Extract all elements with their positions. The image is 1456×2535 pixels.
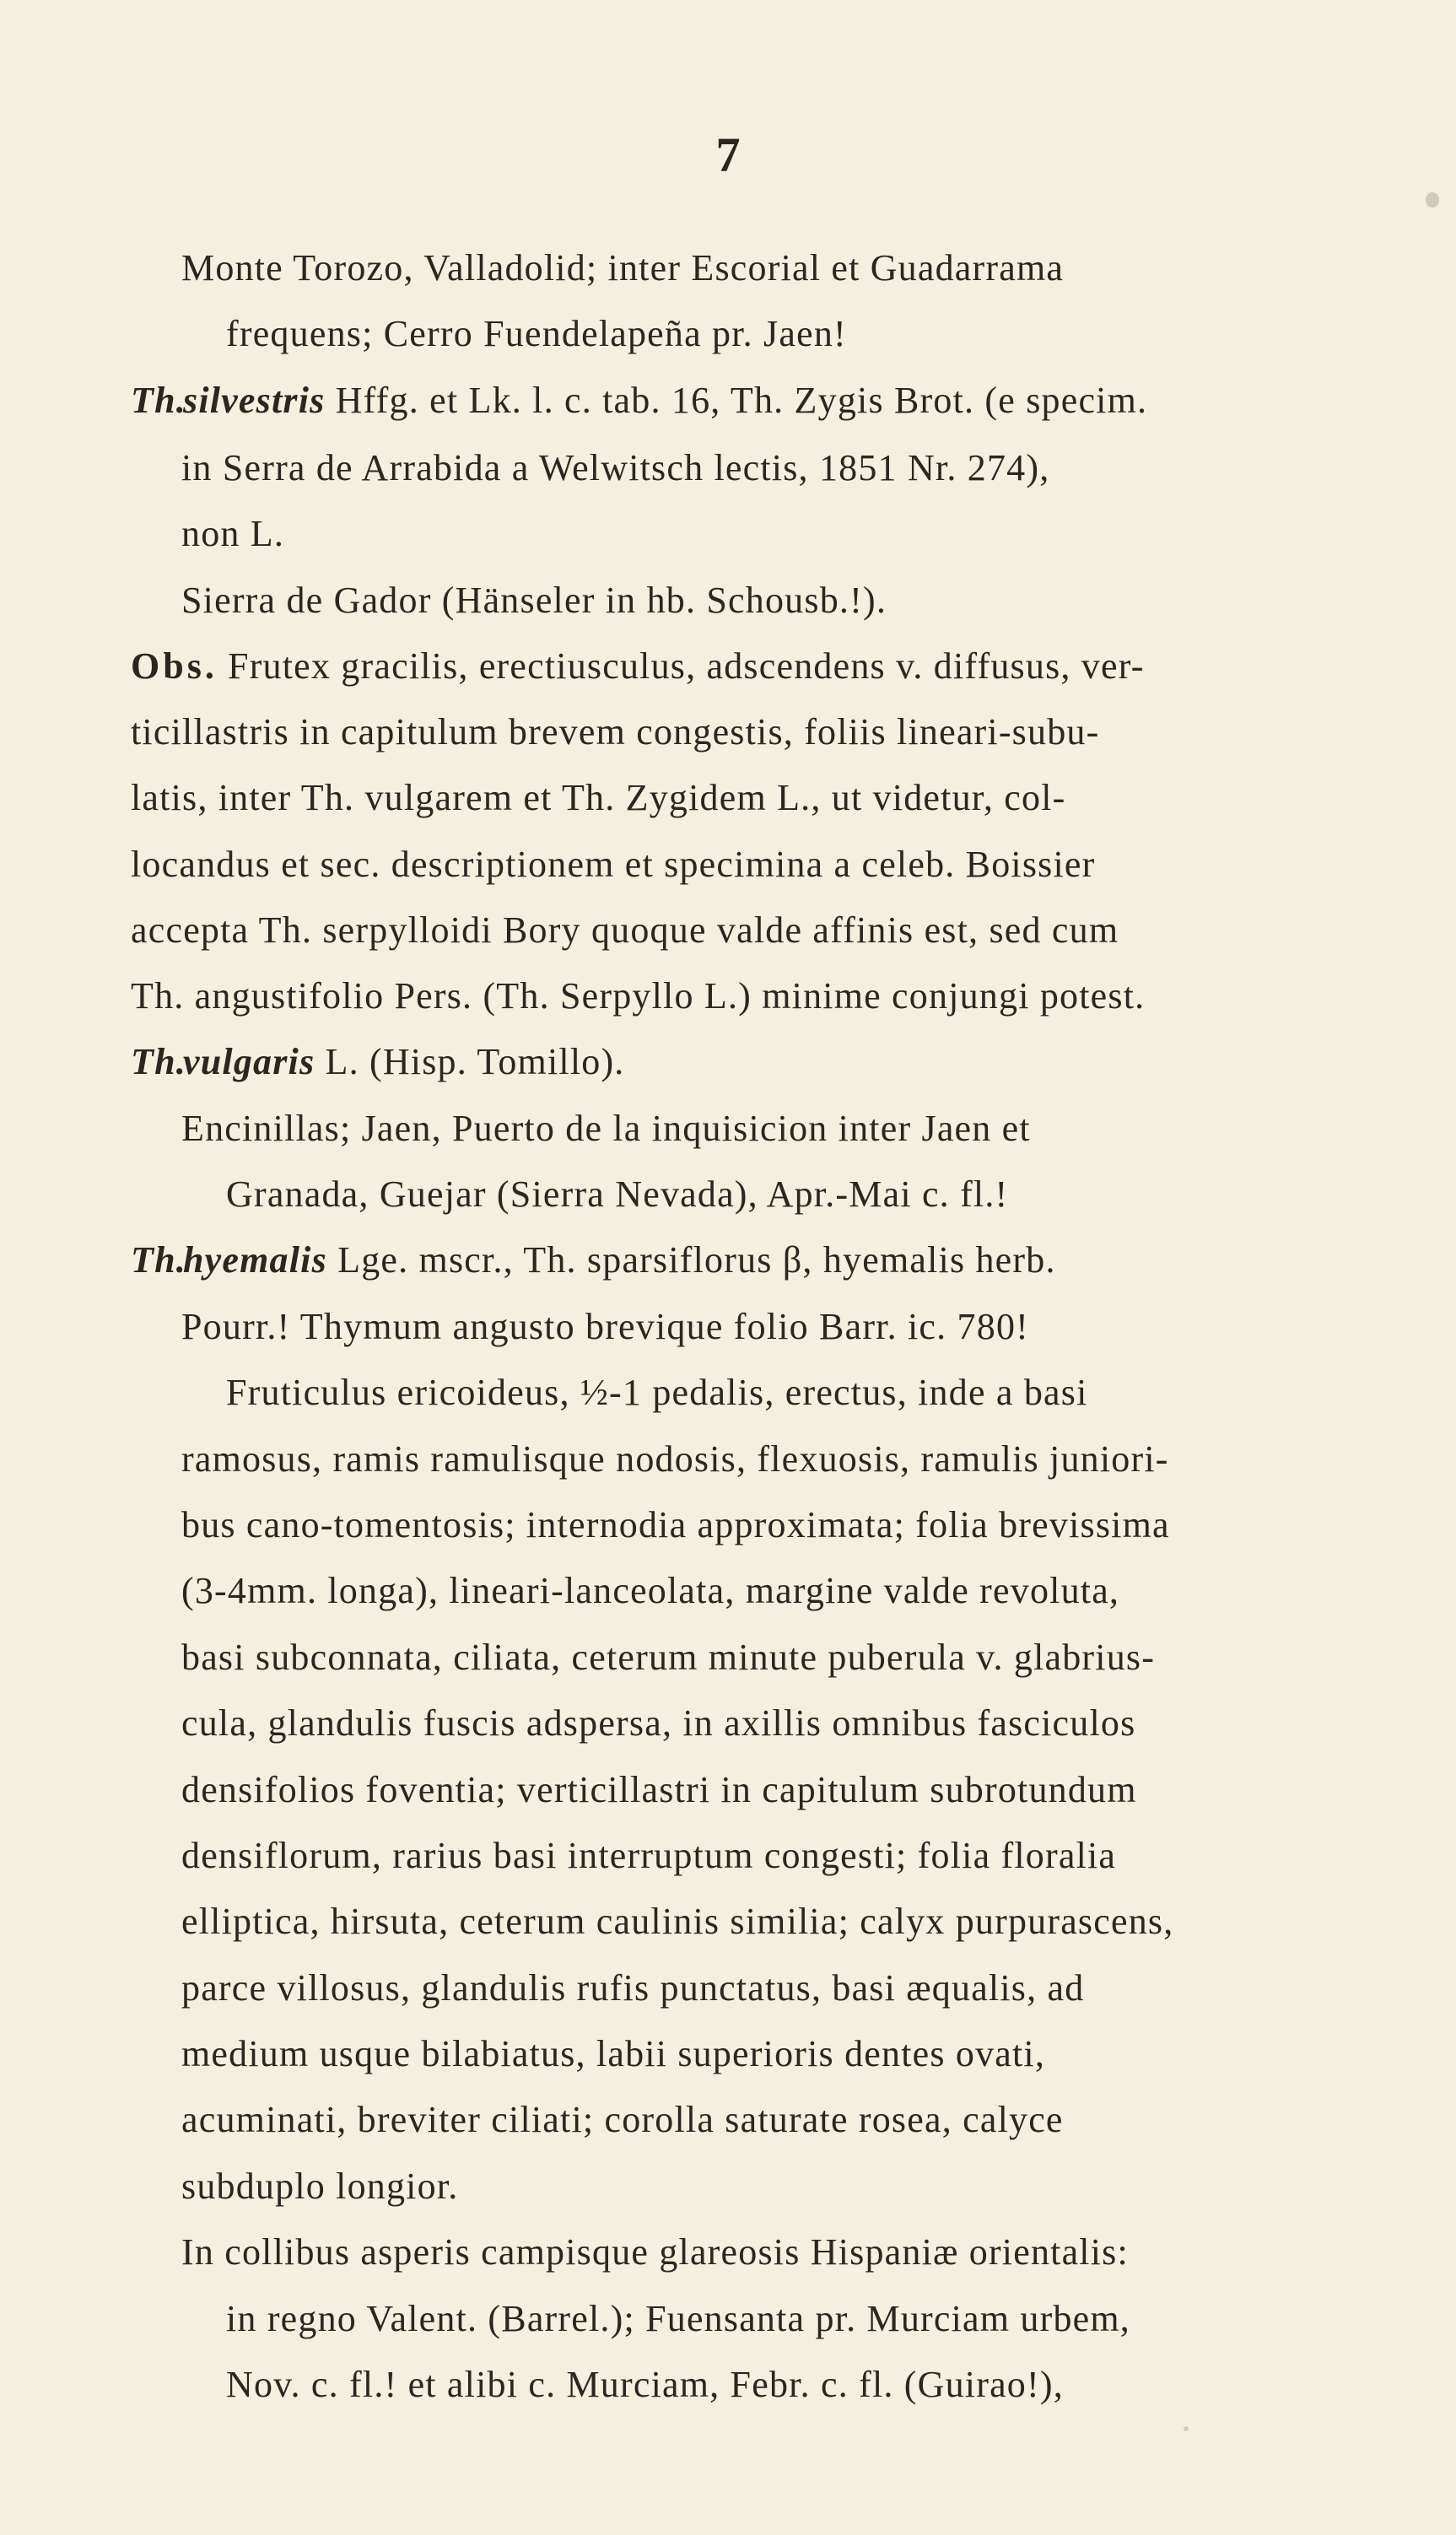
species-entry-silvestris: Th.silvestris Hffg. et Lk. l. c. tab. 16, Th. Zygis Brot. (e specim. <box>131 375 1147 428</box>
text-line: Sierra de Gador (Hänseler in hb. Schousb.!). <box>181 580 887 621</box>
species-label: Th. <box>131 380 186 421</box>
page-number: 7 <box>715 127 741 182</box>
text-line: Granada, Guejar (Sierra Nevada), Apr.-Mai c. fl.! <box>226 1173 1009 1215</box>
species-name: vulgaris <box>183 1041 315 1082</box>
paper-speck <box>1426 192 1439 208</box>
observation-paragraph: Obs. Frutex gracilis, erectiusculus, adscendens v. diffusus, ver- <box>131 645 1145 687</box>
text-line: medium usque bilabiatus, labii superioris dentes ovati, <box>181 2033 1046 2074</box>
text-line: ramosus, ramis ramulisque nodosis, flexuosis, ramulis juniori- <box>181 1438 1169 1480</box>
text-line: parce villosus, glandulis rufis punctatus, basi æqualis, ad <box>181 1967 1085 2009</box>
text-line: accepta Th. serpylloidi Bory quoque valde affinis est, sed cum <box>131 909 1119 951</box>
text-line: non L. <box>181 513 285 554</box>
text-line: In collibus asperis campisque glareosis Hispaniæ orientalis: <box>181 2231 1129 2273</box>
obs-label: Obs. <box>131 645 218 687</box>
text-line: Fruticulus ericoideus, ½-1 pedalis, erectus, inde a basi <box>226 1372 1088 1413</box>
species-entry-vulgaris: Th.vulgaris L. (Hisp. Tomillo). <box>131 1037 625 1089</box>
text-line: ticillastris in capitulum brevem congestis, foliis lineari-subu- <box>131 711 1100 752</box>
text-line: basi subconnata, ciliata, ceterum minute puberula v. glabrius- <box>181 1637 1156 1678</box>
text-line: Encinillas; Jaen, Puerto de la inquisicion inter Jaen et <box>181 1108 1031 1149</box>
paper-speck <box>1184 2426 1189 2431</box>
species-name: hyemalis <box>183 1239 327 1281</box>
text-line: elliptica, hirsuta, ceterum caulinis similia; calyx purpurascens, <box>181 1901 1174 1942</box>
text-line: acuminati, breviter ciliati; corolla saturate rosea, calyce <box>181 2099 1064 2140</box>
species-entry-hyemalis: Th.hyemalis Lge. mscr., Th. sparsiflorus β, hyemalis herb. <box>131 1235 1056 1287</box>
text-line: cula, glandulis fuscis adspersa, in axillis omnibus fasciculos <box>181 1702 1136 1744</box>
text-line: latis, inter Th. vulgarem et Th. Zygidem L., ut videtur, col- <box>131 777 1066 818</box>
text-line: bus cano-tomentosis; internodia approximata; folia brevissima <box>181 1504 1170 1545</box>
text-line: densiflorum, rarius basi interruptum congesti; folia floralia <box>181 1835 1117 1876</box>
species-label: Th. <box>131 1239 186 1281</box>
species-label: Th. <box>131 1041 186 1082</box>
text-line: locandus et sec. descriptionem et specimina a celeb. Boissier <box>131 844 1096 885</box>
text-line: Pourr.! Thymum angusto brevique folio Barr. ic. 780! <box>181 1306 1030 1347</box>
text-line: in regno Valent. (Barrel.); Fuensanta pr. Murciam urbem, <box>226 2298 1131 2339</box>
species-name: silvestris <box>183 380 326 421</box>
text-line: Th. angustifolio Pers. (Th. Serpyllo L.) minime conjungi potest. <box>131 975 1146 1017</box>
text-line: subduplo longior. <box>181 2166 459 2207</box>
text-line: densifolios foventia; verticillastri in capitulum subrotundum <box>181 1769 1137 1810</box>
text-line: in Serra de Arrabida a Welwitsch lectis, 1851 Nr. 274), <box>181 447 1050 488</box>
text-line: (3-4mm. longa), lineari-lanceolata, margine valde revoluta, <box>181 1570 1120 1611</box>
text-line: Nov. c. fl.! et alibi c. Murciam, Febr. c. fl. (Guirao!), <box>226 2364 1064 2405</box>
text-line: Monte Torozo, Valladolid; inter Escorial et Guadarrama <box>181 247 1065 289</box>
text-line: frequens; Cerro Fuendelapeña pr. Jaen! <box>226 313 847 354</box>
